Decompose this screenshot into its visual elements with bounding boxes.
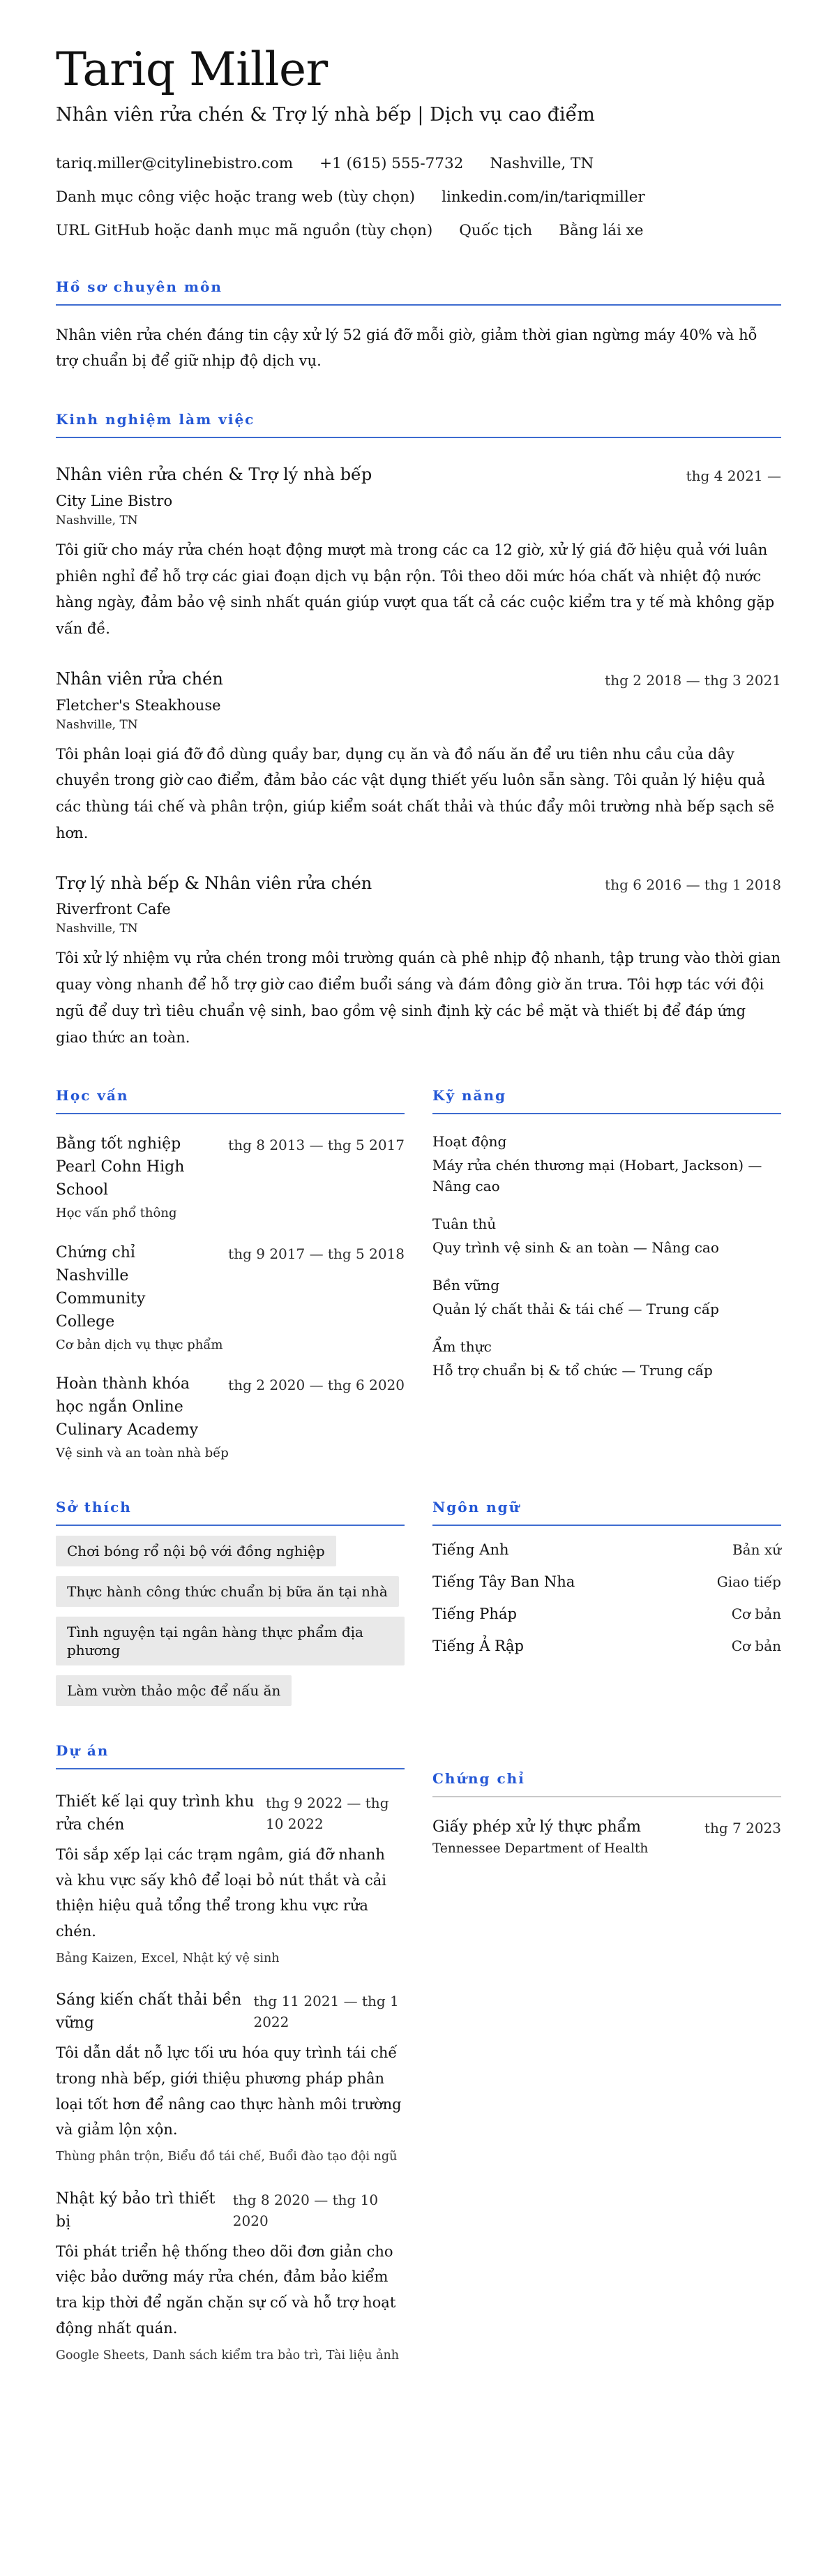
hobby-list xyxy=(56,1536,405,1706)
language-row xyxy=(432,1573,781,1590)
language-name: Tiếng Pháp xyxy=(432,1605,517,1622)
project-title: Nhật ký bảo trì thiết bị xyxy=(56,2189,216,2231)
language-row xyxy=(432,1541,781,1558)
driving-license-label: Bằng lái xe xyxy=(559,222,644,240)
skills-section-heading: Kỹ năng xyxy=(432,1087,781,1114)
job-company: City Line Bistro xyxy=(56,492,173,509)
section-experience xyxy=(56,411,781,1051)
project-description: Tôi phát triển hệ thống theo dõi đơn giản cho việc bảo dưỡng máy rửa chén, đảm bảo kiểm tra kịp thời để ngăn chặn sự cố và hỗ trợ hoạt động nhất quán. xyxy=(56,2242,396,2337)
skill-item xyxy=(432,1131,781,1197)
language-level: Cơ bản xyxy=(731,1605,781,1622)
education-skills-row xyxy=(56,1087,781,1462)
portfolio-placeholder: Danh mục công việc hoặc trang web (tùy chọn) xyxy=(56,188,416,207)
education-item xyxy=(56,1372,405,1462)
project-item xyxy=(56,2187,405,2365)
experience-section-heading: Kinh nghiệm làm việc xyxy=(56,411,781,438)
certification-title: Giấy phép xử lý thực phẩm xyxy=(432,1818,641,1836)
skill-category: Bền vững xyxy=(432,1277,500,1294)
projects-certifications-row xyxy=(56,1742,781,2365)
project-item xyxy=(56,1989,405,2166)
education-date: thg 9 2017 — thg 5 2018 xyxy=(228,1245,405,1262)
education-header xyxy=(56,1372,405,1441)
languages-section-heading: Ngôn ngữ xyxy=(432,1499,781,1526)
skill-detail: Máy rửa chén thương mại (Hobart, Jackson) — Nâng cao xyxy=(432,1157,762,1195)
hobby-pill: Thực hành công thức chuẩn bị bữa ăn tại nhà xyxy=(56,1576,399,1607)
project-header xyxy=(56,2187,405,2233)
skill-detail: Quy trình vệ sinh & an toàn — Nâng cao xyxy=(432,1239,719,1257)
hobby-pill: Tình nguyện tại ngân hàng thực phẩm địa phương xyxy=(56,1617,405,1665)
section-projects xyxy=(56,1742,405,2365)
skill-item xyxy=(432,1275,781,1319)
job-title: Trợ lý nhà bếp & Nhân viên rửa chén xyxy=(56,873,372,893)
contact-row xyxy=(56,153,781,174)
education-date: thg 2 2020 — thg 6 2020 xyxy=(228,1376,405,1393)
education-header xyxy=(56,1241,405,1333)
skill-detail: Quản lý chất thải & tái chế — Trung cấp xyxy=(432,1301,719,1318)
projects-section-heading: Dự án xyxy=(56,1742,405,1769)
resume-header xyxy=(56,45,781,242)
hobby-pill: Chơi bóng rổ nội bộ với đồng nghiệp xyxy=(56,1536,336,1566)
linkedin-link[interactable]: linkedin.com/in/tariqmiller xyxy=(442,188,645,207)
job-date: thg 2 2018 — thg 3 2021 xyxy=(605,671,781,689)
language-row xyxy=(432,1605,781,1622)
education-subtitle: Cơ bản dịch vụ thực phẩm xyxy=(56,1337,223,1352)
education-item xyxy=(56,1132,405,1222)
education-title: Chứng chỉ Nashville Community College xyxy=(56,1243,146,1331)
github-placeholder: URL GitHub hoặc danh mục mã nguồn (tùy chọn) xyxy=(56,222,433,240)
project-tools: Bảng Kaizen, Excel, Nhật ký vệ sinh xyxy=(56,1951,280,1965)
project-date: thg 9 2022 — thg 10 2022 xyxy=(266,1794,389,1832)
skill-item xyxy=(432,1336,781,1381)
project-description: Tôi sắp xếp lại các trạm ngâm, giá đỡ nhanh và khu vực sấy khô để loại bỏ nút thắt và cải thiện hiệu quả tổng thể trong khu vực rửa chén. xyxy=(56,1845,386,1940)
phone-number: +1 (615) 555-7732 xyxy=(319,155,464,173)
education-subtitle: Học vấn phổ thông xyxy=(56,1206,177,1221)
education-header xyxy=(56,1132,405,1201)
language-row xyxy=(432,1638,781,1654)
nationality-label: Quốc tịch xyxy=(459,222,533,240)
language-level: Bản xứ xyxy=(732,1541,781,1558)
candidate-name: Tariq Miller xyxy=(56,43,328,96)
contact-block xyxy=(56,153,781,241)
section-profile xyxy=(56,278,781,375)
certification-item xyxy=(432,1815,781,1856)
job-title: Nhân viên rửa chén xyxy=(56,668,223,689)
section-skills xyxy=(432,1087,781,1462)
job-header xyxy=(56,872,781,896)
project-title: Sáng kiến chất thải bền vững xyxy=(56,1991,242,2032)
education-section-heading: Học vấn xyxy=(56,1087,405,1114)
skill-item xyxy=(432,1213,781,1258)
job-description: Tôi giữ cho máy rửa chén hoạt động mượt mà trong các ca 12 giờ, xử lý giá đỡ hiệu quả với luân phiên nghỉ để hỗ trợ các giai đoạn dịch vụ bận rộn. Tôi theo dõi mức hóa chất và nhiệt độ nước hàng ngày, đảm bảo vệ sinh nhất quán giúp vượt qua tất cả các cuộc kiểm tra y tế mà không gặp vấn đề. xyxy=(56,541,775,638)
certifications-section-heading: Chứng chỉ xyxy=(432,1770,781,1797)
project-header xyxy=(56,1989,405,2035)
contact-row xyxy=(56,187,781,208)
hobby-pill: Làm vườn thảo mộc để nấu ăn xyxy=(56,1675,292,1706)
job-location: Nashville, TN xyxy=(56,922,138,936)
project-date: thg 11 2021 — thg 1 2022 xyxy=(253,1993,399,2031)
section-certifications xyxy=(432,1742,781,2365)
hobbies-languages-row xyxy=(56,1499,781,1706)
job-company: Fletcher's Steakhouse xyxy=(56,696,221,714)
education-subtitle: Vệ sinh và an toàn nhà bếp xyxy=(56,1445,229,1460)
job-item xyxy=(56,668,781,847)
job-header xyxy=(56,668,781,691)
job-location: Nashville, TN xyxy=(56,513,138,527)
certifications-block xyxy=(432,1770,781,1856)
project-item xyxy=(56,1790,405,1968)
job-title: Nhân viên rửa chén & Trợ lý nhà bếp xyxy=(56,465,372,485)
project-description: Tôi dẫn dắt nỗ lực tối ưu hóa quy trình tái chế trong nhà bếp, giới thiệu phương pháp phân loại tốt hơn để nâng cao thực hành môi trường và giảm lộn xộn. xyxy=(56,2044,402,2139)
project-tools: Google Sheets, Danh sách kiểm tra bảo trì, Tài liệu ảnh xyxy=(56,2348,399,2362)
certification-date: thg 7 2023 xyxy=(704,1819,781,1836)
job-description: Tôi phân loại giá đỡ đồ dùng quầy bar, dụng cụ ăn và đồ nấu ăn để ưu tiên nhu cầu của dây chuyền trong giờ cao điểm, đảm bảo các vật dụng thiết yếu luôn sẵn sàng. Tôi quản lý hiệu quả các thùng tái chế và phân trộn, giúp kiểm soát chất thải và thúc đẩy môi trường nhà bếp sạch sẽ hơn. xyxy=(56,745,775,841)
skill-category: Tuân thủ xyxy=(432,1215,497,1233)
certification-header xyxy=(432,1815,781,1839)
skill-category: Ẩm thực xyxy=(432,1338,492,1356)
education-date: thg 8 2013 — thg 5 2017 xyxy=(228,1137,405,1154)
job-header xyxy=(56,463,781,487)
certification-issuer: Tennessee Department of Health xyxy=(432,1841,649,1856)
project-title: Thiết kế lại quy trình khu rửa chén xyxy=(56,1792,255,1834)
job-item xyxy=(56,872,781,1051)
project-header xyxy=(56,1790,405,1836)
language-name: Tiếng Tây Ban Nha xyxy=(432,1573,575,1590)
skill-category: Hoạt động xyxy=(432,1133,507,1151)
email-link[interactable]: tariq.miller@citylinebistro.com xyxy=(56,155,294,173)
project-tools: Thùng phân trộn, Biểu đồ tái chế, Buổi đào tạo đội ngũ xyxy=(56,2150,398,2164)
language-name: Tiếng Ả Rập xyxy=(432,1637,524,1654)
education-title: Hoàn thành khóa học ngắn Online Culinary Academy xyxy=(56,1375,199,1439)
section-hobbies xyxy=(56,1499,405,1706)
job-date: thg 6 2016 — thg 1 2018 xyxy=(605,876,781,893)
section-languages xyxy=(432,1499,781,1706)
language-level: Cơ bản xyxy=(731,1637,781,1654)
education-title: Bằng tốt nghiệp Pearl Cohn High School xyxy=(56,1135,185,1199)
language-level: Giao tiếp xyxy=(716,1573,781,1590)
profile-summary: Nhân viên rửa chén đáng tin cậy xử lý 52 giá đỡ mỗi giờ, giảm thời gian ngừng máy 40% và hỗ trợ chuẩn bị để giữ nhịp độ dịch vụ. xyxy=(56,326,757,370)
job-item xyxy=(56,463,781,643)
job-company: Riverfront Cafe xyxy=(56,901,171,918)
job-description: Tôi xử lý nhiệm vụ rửa chén trong môi trường quán cà phê nhịp độ nhanh, tập trung vào thời gian quay vòng nhanh để hỗ trợ giờ cao điểm buổi sáng và đám đông giờ ăn trưa. Tôi hợp tác với đội ngũ để duy trì tiêu chuẩn vệ sinh, bao gồm vệ sinh định kỳ các bề mặt và thiết bị để đáp ứng giao thức an toàn. xyxy=(56,950,781,1046)
skill-detail: Hỗ trợ chuẩn bị & tổ chức — Trung cấp xyxy=(432,1362,713,1379)
candidate-headline: Nhân viên rửa chén & Trợ lý nhà bếp | Dịch vụ cao điểm xyxy=(56,104,595,126)
language-name: Tiếng Anh xyxy=(432,1541,509,1558)
education-item xyxy=(56,1241,405,1354)
location-text: Nashville, TN xyxy=(490,155,594,173)
contact-row xyxy=(56,220,781,241)
job-location: Nashville, TN xyxy=(56,717,138,732)
hobbies-section-heading: Sở thích xyxy=(56,1499,405,1526)
profile-section-heading: Hồ sơ chuyên môn xyxy=(56,278,781,306)
section-education xyxy=(56,1087,405,1462)
project-date: thg 8 2020 — thg 10 2020 xyxy=(232,2191,379,2229)
job-date: thg 4 2021 — xyxy=(686,467,781,485)
